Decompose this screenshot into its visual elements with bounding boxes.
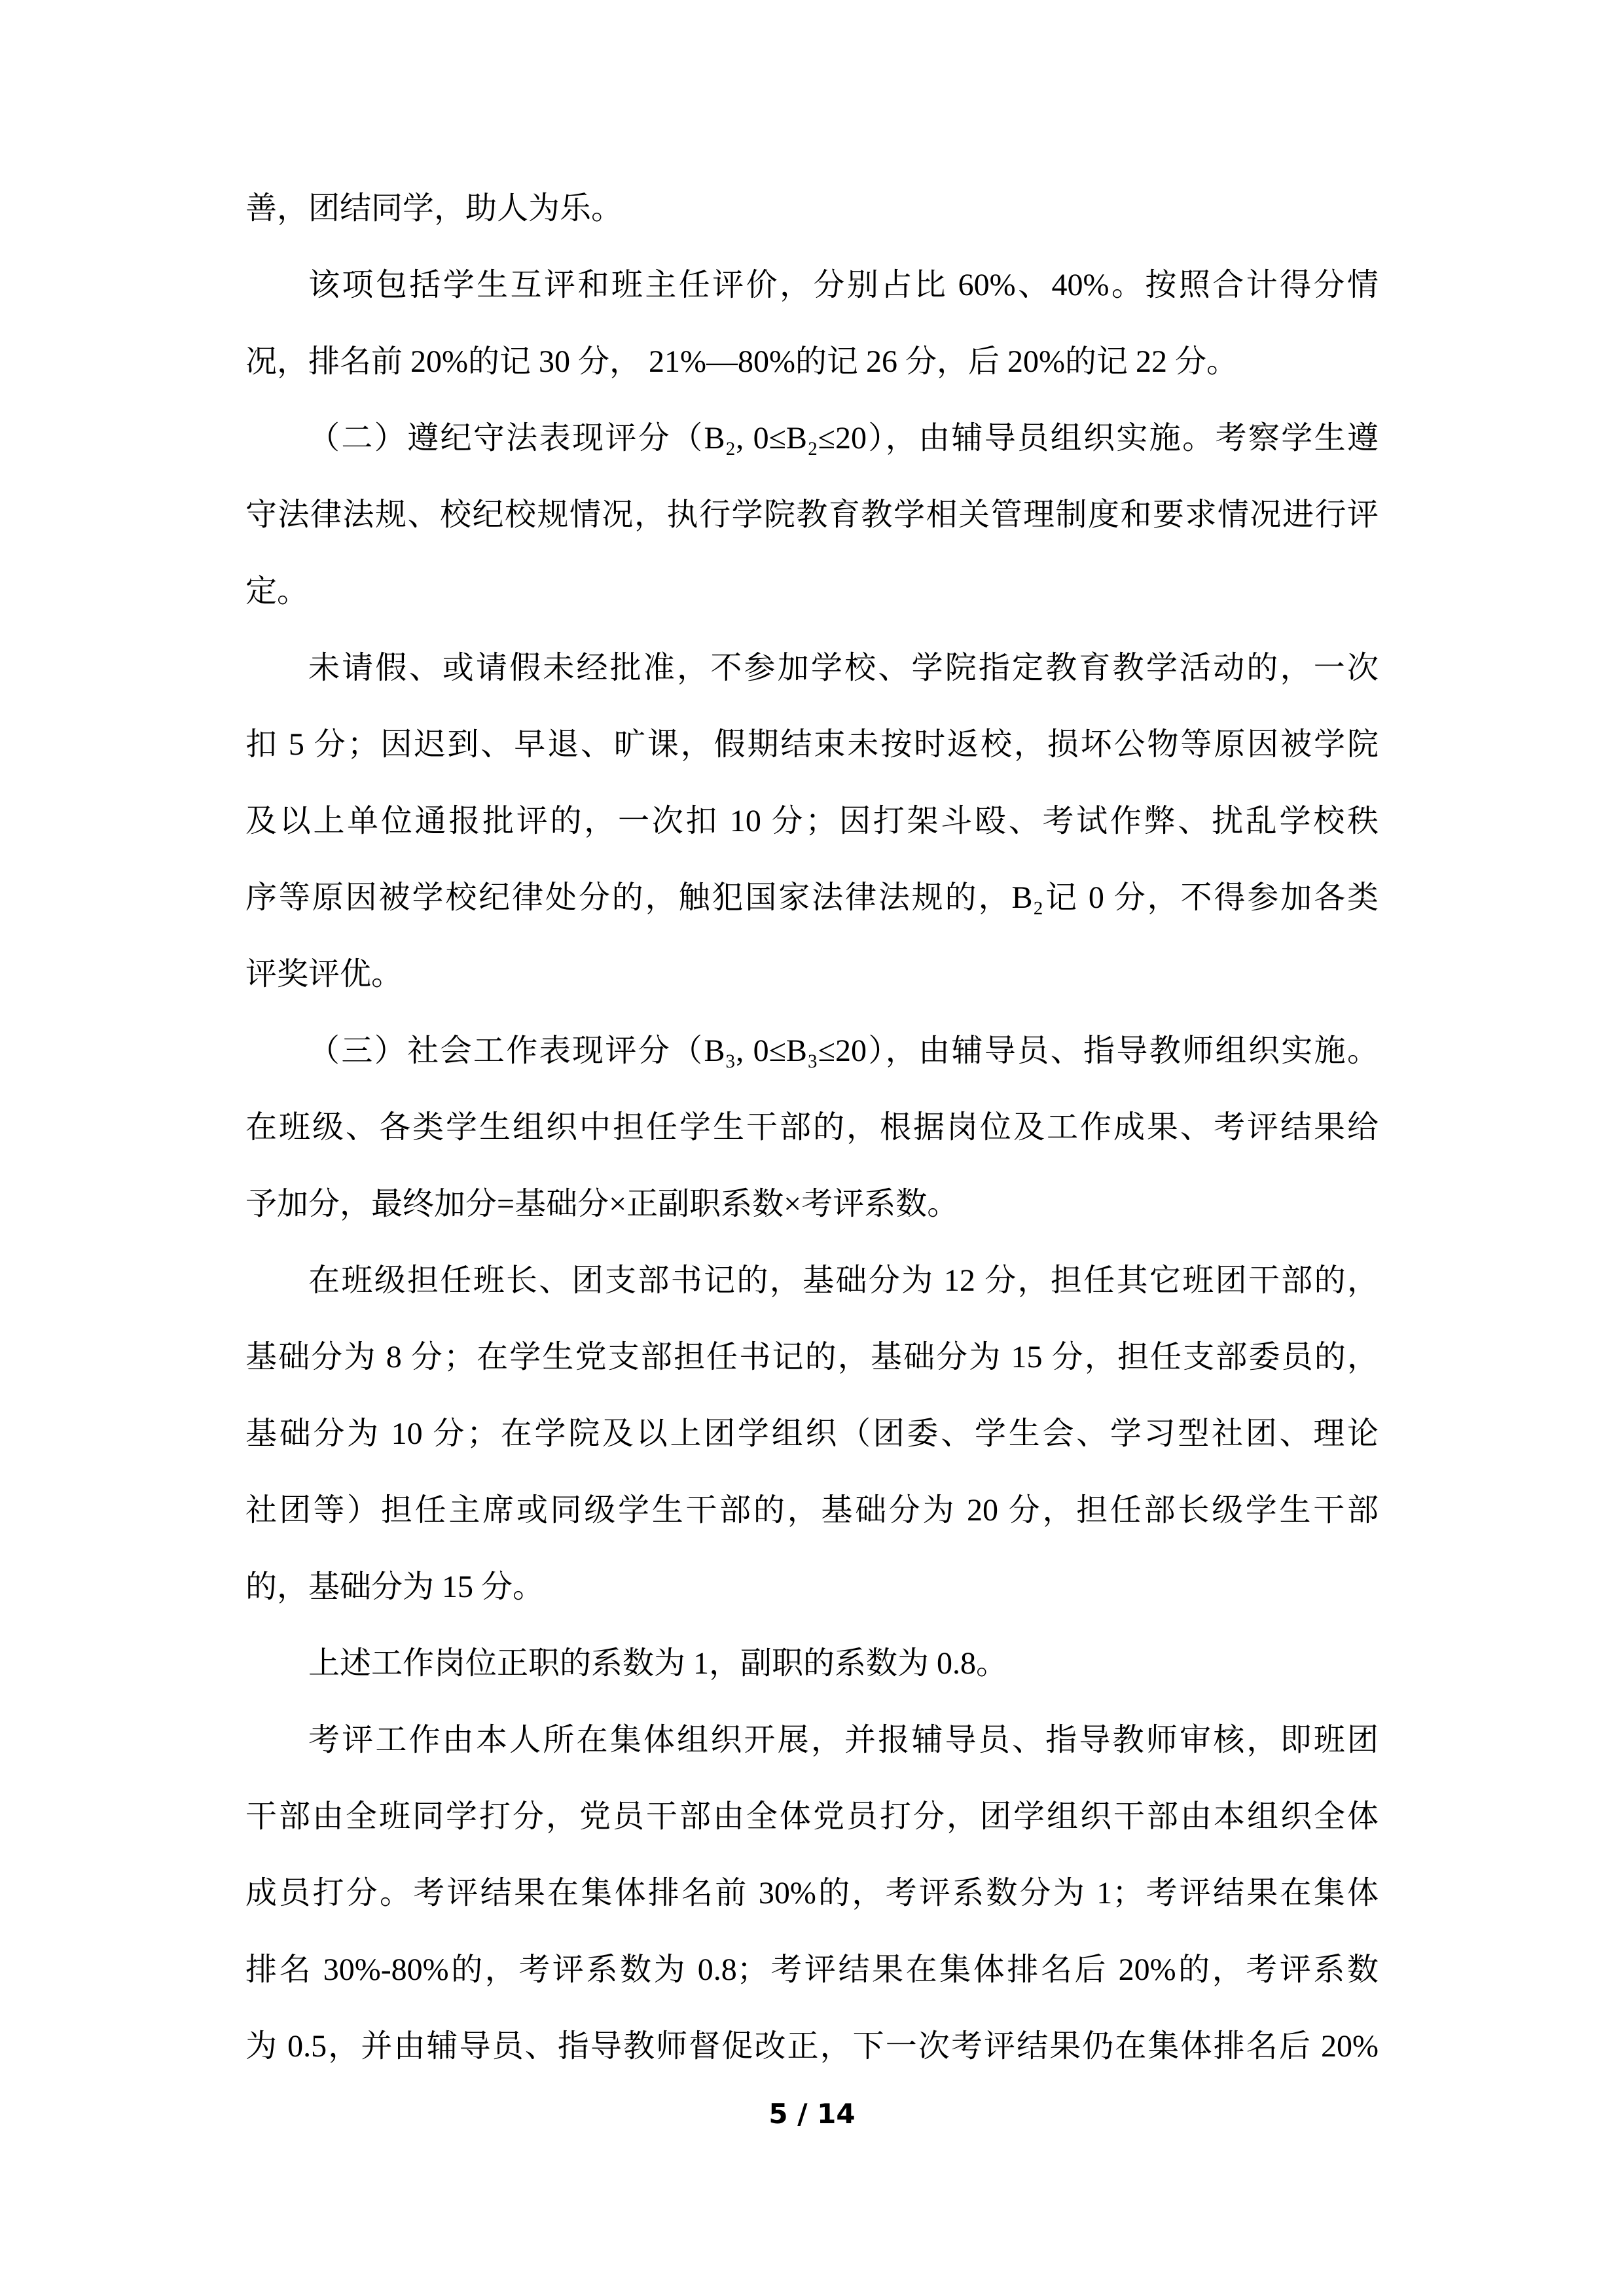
document-body [245,170,1379,2085]
text-line: 该项包括学生互评和班主任评价，分别占比 60%、40%。按照合计得分情 [308,268,1379,302]
text-line: （二）遵纪守法表现评分（B₂, 0≤B₂≤20），由辅导员组织实施。考察学生遵 [308,421,1379,456]
text-line: 考评工作由本人所在集体组织开展，并报辅导员、指导教师审核，即班团 [308,1723,1379,1757]
text-line: 未请假、或请假未经批准，不参加学校、学院指定教育教学活动的，一次 [308,651,1379,685]
text-line: 基础分为 10 分；在学院及以上团学组织（团委、学生会、学习型社团、理论 [245,1416,1379,1451]
text-line: 予加分，最终加分=基础分×正副职系数×考评系数。 [245,1187,959,1221]
text-line: 基础分为 8 分；在学生党支部担任书记的，基础分为 15 分，担任支部委员的， [245,1340,1379,1374]
text-line: 排名 30%-80%的，考评系数为 0.8；考评结果在集体排名后 20%的，考评系数 [245,1952,1379,1987]
text-line: 守法律法规、校纪校规情况，执行学院教育教学相关管理制度和要求情况进行评 [245,497,1379,532]
text-line: （三）社会工作表现评分（B₃, 0≤B₃≤20），由辅导员、指导教师组织实施。 [308,1033,1379,1068]
text-line: 的，基础分为 15 分。 [245,1570,545,1604]
text-line: 成员打分。考评结果在集体排名前 30%的，考评系数分为 1；考评结果在集体 [245,1876,1379,1910]
text-line: 定。 [245,574,309,609]
text-line: 善，团结同学，助人为乐。 [245,191,623,226]
text-line: 为 0.5，并由辅导员、指导教师督促改正，下一次考评结果仍在集体排名后 20% [245,2029,1379,2064]
text-line: 干部由全班同学打分，党员干部由全体党员打分，团学组织干部由本组织全体 [245,1799,1379,1834]
text-line: 扣 5 分；因迟到、早退、旷课，假期结束未按时返校，损坏公物等原因被学院 [245,727,1379,762]
text-line: 序等原因被学校纪律处分的，触犯国家法律法规的，B₂记 0 分，不得参加各类 [245,880,1379,915]
text-line: 在班级担任班长、团支部书记的，基础分为 12 分，担任其它班团干部的， [308,1263,1379,1298]
text-line: 及以上单位通报批评的，一次扣 10 分；因打架斗殴、考试作弊、扰乱学校秩 [245,804,1379,838]
text-line: 评奖评优。 [245,957,403,992]
text-line: 在班级、各类学生组织中担任学生干部的，根据岗位及工作成果、考评结果给 [245,1110,1379,1145]
text-line: 上述工作岗位正职的系数为 1，副职的系数为 0.8。 [308,1646,1008,1681]
text-line: 社团等）担任主席或同级学生干部的，基础分为 20 分，担任部长级学生干部 [245,1493,1379,1528]
text-line: 况，排名前 20%的记 30 分， 21%—80%的记 26 分，后 20%的记 22 分。 [245,344,1238,379]
page-number: 5 / 14 [768,2098,856,2130]
